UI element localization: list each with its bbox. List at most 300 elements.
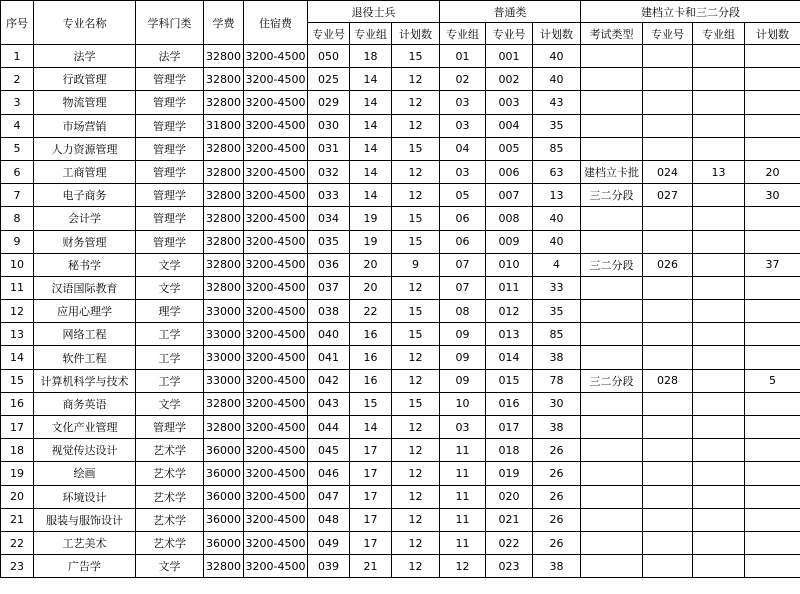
- cell-archive-major-no: 024: [643, 160, 693, 183]
- cell-category: 工学: [136, 369, 204, 392]
- cell-archive-plan: [745, 485, 800, 508]
- cell-category: 工学: [136, 346, 204, 369]
- table-row: [1, 300, 800, 323]
- table-row: [1, 416, 800, 439]
- cell-archive-major-no: 028: [643, 369, 693, 392]
- cell-archive-group: [693, 276, 745, 299]
- cell-general-major-no: 011: [486, 276, 533, 299]
- header-row-groups: [1, 1, 800, 23]
- cell-dorm: 3200-4500: [244, 369, 308, 392]
- cell-general-plan: 35: [533, 300, 581, 323]
- cell-index: 10: [1, 253, 34, 276]
- table-row: [1, 91, 800, 114]
- cell-veteran-major-no: 039: [308, 555, 350, 578]
- cell-archive-exam-type: [581, 207, 643, 230]
- cell-category: 艺术学: [136, 462, 204, 485]
- cell-general-group: 12: [440, 555, 486, 578]
- cell-veteran-group: 17: [350, 462, 392, 485]
- cell-veteran-plan: 15: [392, 300, 440, 323]
- cell-category: 艺术学: [136, 485, 204, 508]
- cell-general-plan: 35: [533, 114, 581, 137]
- cell-major: 广告学: [34, 555, 136, 578]
- cell-veteran-plan: 12: [392, 184, 440, 207]
- cell-archive-major-no: [643, 439, 693, 462]
- header-group-archive: 建档立卡和三二分段: [581, 1, 800, 23]
- cell-general-group: 04: [440, 137, 486, 160]
- cell-veteran-plan: 12: [392, 369, 440, 392]
- cell-archive-exam-type: [581, 346, 643, 369]
- cell-major: 服装与服饰设计: [34, 508, 136, 531]
- cell-general-group: 03: [440, 416, 486, 439]
- cell-category: 管理学: [136, 160, 204, 183]
- cell-veteran-group: 14: [350, 68, 392, 91]
- cell-veteran-major-no: 041: [308, 346, 350, 369]
- cell-category: 文学: [136, 276, 204, 299]
- cell-veteran-plan: 15: [392, 137, 440, 160]
- cell-veteran-group: 14: [350, 114, 392, 137]
- table-row: [1, 68, 800, 91]
- cell-archive-plan: [745, 531, 800, 554]
- cell-archive-group: [693, 485, 745, 508]
- cell-index: 11: [1, 276, 34, 299]
- cell-veteran-group: 18: [350, 45, 392, 68]
- cell-dorm: 3200-4500: [244, 392, 308, 415]
- cell-archive-group: [693, 531, 745, 554]
- cell-index: 14: [1, 346, 34, 369]
- cell-category: 文学: [136, 555, 204, 578]
- cell-veteran-group: 14: [350, 137, 392, 160]
- cell-archive-major-no: [643, 323, 693, 346]
- cell-general-group: 11: [440, 485, 486, 508]
- cell-category: 艺术学: [136, 531, 204, 554]
- cell-archive-plan: 5: [745, 369, 800, 392]
- cell-dorm: 3200-4500: [244, 485, 308, 508]
- cell-general-plan: 40: [533, 68, 581, 91]
- cell-archive-group: [693, 137, 745, 160]
- cell-general-major-no: 018: [486, 439, 533, 462]
- cell-archive-plan: [745, 462, 800, 485]
- header-general-plan: 计划数: [533, 23, 581, 45]
- table-row: [1, 485, 800, 508]
- cell-major: 视觉传达设计: [34, 439, 136, 462]
- cell-archive-plan: [745, 207, 800, 230]
- cell-archive-major-no: [643, 416, 693, 439]
- cell-tuition: 32800: [204, 68, 244, 91]
- cell-veteran-group: 14: [350, 416, 392, 439]
- cell-dorm: 3200-4500: [244, 439, 308, 462]
- cell-major: 秘书学: [34, 253, 136, 276]
- cell-archive-exam-type: [581, 531, 643, 554]
- cell-archive-major-no: [643, 392, 693, 415]
- cell-archive-exam-type: 三二分段: [581, 253, 643, 276]
- cell-archive-major-no: [643, 276, 693, 299]
- cell-archive-plan: [745, 555, 800, 578]
- cell-index: 21: [1, 508, 34, 531]
- cell-general-group: 08: [440, 300, 486, 323]
- cell-veteran-group: 16: [350, 369, 392, 392]
- cell-veteran-major-no: 049: [308, 531, 350, 554]
- cell-veteran-major-no: 042: [308, 369, 350, 392]
- cell-general-plan: 78: [533, 369, 581, 392]
- table-row: [1, 369, 800, 392]
- cell-archive-group: [693, 416, 745, 439]
- cell-veteran-major-no: 047: [308, 485, 350, 508]
- cell-tuition: 32800: [204, 392, 244, 415]
- cell-archive-plan: [745, 91, 800, 114]
- cell-tuition: 33000: [204, 323, 244, 346]
- cell-general-major-no: 019: [486, 462, 533, 485]
- cell-index: 12: [1, 300, 34, 323]
- cell-category: 艺术学: [136, 439, 204, 462]
- cell-general-plan: 40: [533, 230, 581, 253]
- cell-major: 环境设计: [34, 485, 136, 508]
- cell-veteran-major-no: 044: [308, 416, 350, 439]
- cell-veteran-group: 14: [350, 184, 392, 207]
- cell-veteran-major-no: 032: [308, 160, 350, 183]
- cell-major: 工艺美术: [34, 531, 136, 554]
- cell-veteran-major-no: 050: [308, 45, 350, 68]
- cell-dorm: 3200-4500: [244, 68, 308, 91]
- cell-archive-exam-type: [581, 392, 643, 415]
- cell-dorm: 3200-4500: [244, 416, 308, 439]
- cell-archive-major-no: [643, 462, 693, 485]
- cell-index: 4: [1, 114, 34, 137]
- cell-general-group: 11: [440, 508, 486, 531]
- cell-archive-exam-type: [581, 462, 643, 485]
- cell-archive-major-no: [643, 91, 693, 114]
- cell-dorm: 3200-4500: [244, 207, 308, 230]
- cell-general-major-no: 001: [486, 45, 533, 68]
- cell-general-plan: 30: [533, 392, 581, 415]
- cell-general-group: 03: [440, 91, 486, 114]
- cell-dorm: 3200-4500: [244, 114, 308, 137]
- cell-general-major-no: 010: [486, 253, 533, 276]
- cell-general-plan: 38: [533, 555, 581, 578]
- cell-tuition: 36000: [204, 485, 244, 508]
- cell-veteran-group: 19: [350, 230, 392, 253]
- cell-dorm: 3200-4500: [244, 462, 308, 485]
- header-general-group: 专业组: [440, 23, 486, 45]
- cell-general-major-no: 009: [486, 230, 533, 253]
- cell-general-major-no: 013: [486, 323, 533, 346]
- cell-major: 绘画: [34, 462, 136, 485]
- cell-archive-exam-type: [581, 91, 643, 114]
- cell-general-major-no: 016: [486, 392, 533, 415]
- cell-general-major-no: 005: [486, 137, 533, 160]
- cell-veteran-plan: 12: [392, 508, 440, 531]
- cell-general-major-no: 023: [486, 555, 533, 578]
- cell-veteran-major-no: 038: [308, 300, 350, 323]
- cell-veteran-major-no: 043: [308, 392, 350, 415]
- cell-veteran-major-no: 034: [308, 207, 350, 230]
- cell-category: 理学: [136, 300, 204, 323]
- cell-general-plan: 26: [533, 439, 581, 462]
- cell-category: 管理学: [136, 207, 204, 230]
- cell-general-plan: 33: [533, 276, 581, 299]
- cell-archive-plan: [745, 416, 800, 439]
- table-row: [1, 230, 800, 253]
- cell-general-plan: 4: [533, 253, 581, 276]
- cell-general-group: 02: [440, 68, 486, 91]
- cell-archive-major-no: [643, 531, 693, 554]
- cell-archive-major-no: [643, 68, 693, 91]
- cell-archive-group: [693, 369, 745, 392]
- cell-veteran-group: 17: [350, 439, 392, 462]
- cell-veteran-plan: 15: [392, 230, 440, 253]
- cell-veteran-group: 16: [350, 323, 392, 346]
- cell-category: 法学: [136, 45, 204, 68]
- cell-veteran-major-no: 040: [308, 323, 350, 346]
- cell-general-major-no: 020: [486, 485, 533, 508]
- cell-archive-exam-type: [581, 137, 643, 160]
- cell-tuition: 32800: [204, 276, 244, 299]
- cell-archive-group: [693, 392, 745, 415]
- table-row: [1, 114, 800, 137]
- cell-archive-plan: [745, 439, 800, 462]
- cell-major: 会计学: [34, 207, 136, 230]
- cell-general-major-no: 003: [486, 91, 533, 114]
- cell-tuition: 36000: [204, 508, 244, 531]
- cell-archive-plan: [745, 137, 800, 160]
- header-group-general: 普通类: [440, 1, 581, 23]
- cell-index: 2: [1, 68, 34, 91]
- cell-index: 17: [1, 416, 34, 439]
- table-row: [1, 392, 800, 415]
- header-archive-exam-type: 考试类型: [581, 23, 643, 45]
- cell-general-group: 06: [440, 230, 486, 253]
- cell-archive-exam-type: 建档立卡批: [581, 160, 643, 183]
- cell-veteran-major-no: 046: [308, 462, 350, 485]
- cell-index: 9: [1, 230, 34, 253]
- cell-general-major-no: 021: [486, 508, 533, 531]
- cell-index: 7: [1, 184, 34, 207]
- cell-archive-group: [693, 323, 745, 346]
- cell-index: 16: [1, 392, 34, 415]
- cell-veteran-plan: 12: [392, 91, 440, 114]
- cell-archive-exam-type: [581, 555, 643, 578]
- cell-general-plan: 38: [533, 416, 581, 439]
- cell-general-group: 03: [440, 114, 486, 137]
- cell-archive-group: [693, 184, 745, 207]
- cell-veteran-group: 17: [350, 531, 392, 554]
- cell-dorm: 3200-4500: [244, 323, 308, 346]
- cell-index: 1: [1, 45, 34, 68]
- cell-archive-exam-type: [581, 276, 643, 299]
- cell-general-group: 11: [440, 439, 486, 462]
- cell-general-plan: 13: [533, 184, 581, 207]
- cell-general-group: 11: [440, 462, 486, 485]
- cell-major: 电子商务: [34, 184, 136, 207]
- cell-veteran-plan: 12: [392, 114, 440, 137]
- cell-general-group: 06: [440, 207, 486, 230]
- cell-veteran-plan: 12: [392, 439, 440, 462]
- header-dorm: 住宿费: [244, 1, 308, 45]
- cell-index: 3: [1, 91, 34, 114]
- cell-tuition: 32800: [204, 91, 244, 114]
- cell-tuition: 32800: [204, 416, 244, 439]
- cell-archive-major-no: [643, 346, 693, 369]
- table-row: [1, 207, 800, 230]
- cell-major: 行政管理: [34, 68, 136, 91]
- cell-archive-exam-type: [581, 485, 643, 508]
- cell-veteran-major-no: 033: [308, 184, 350, 207]
- cell-general-plan: 63: [533, 160, 581, 183]
- cell-archive-plan: [745, 392, 800, 415]
- cell-veteran-plan: 15: [392, 392, 440, 415]
- header-general-major-no: 专业号: [486, 23, 533, 45]
- header-veteran-plan: 计划数: [392, 23, 440, 45]
- table-row: [1, 508, 800, 531]
- cell-veteran-plan: 12: [392, 346, 440, 369]
- cell-tuition: 32800: [204, 230, 244, 253]
- cell-major: 人力资源管理: [34, 137, 136, 160]
- cell-tuition: 32800: [204, 253, 244, 276]
- cell-veteran-plan: 12: [392, 462, 440, 485]
- cell-archive-plan: [745, 300, 800, 323]
- header-tuition: 学费: [204, 1, 244, 45]
- cell-archive-plan: [745, 276, 800, 299]
- cell-category: 管理学: [136, 230, 204, 253]
- cell-veteran-major-no: 036: [308, 253, 350, 276]
- table-row: [1, 555, 800, 578]
- cell-category: 管理学: [136, 114, 204, 137]
- table-row: [1, 45, 800, 68]
- cell-archive-plan: [745, 45, 800, 68]
- cell-general-plan: 43: [533, 91, 581, 114]
- header-veteran-major-no: 专业号: [308, 23, 350, 45]
- cell-archive-group: [693, 253, 745, 276]
- cell-general-major-no: 002: [486, 68, 533, 91]
- table-row: [1, 531, 800, 554]
- cell-veteran-plan: 12: [392, 555, 440, 578]
- cell-veteran-major-no: 037: [308, 276, 350, 299]
- cell-veteran-plan: 15: [392, 45, 440, 68]
- cell-general-group: 09: [440, 323, 486, 346]
- cell-tuition: 32800: [204, 184, 244, 207]
- cell-general-group: 11: [440, 531, 486, 554]
- cell-archive-exam-type: [581, 45, 643, 68]
- cell-index: 13: [1, 323, 34, 346]
- cell-index: 15: [1, 369, 34, 392]
- cell-category: 管理学: [136, 416, 204, 439]
- cell-veteran-major-no: 048: [308, 508, 350, 531]
- cell-general-major-no: 008: [486, 207, 533, 230]
- table-row: [1, 160, 800, 183]
- header-archive-plan: 计划数: [745, 23, 800, 45]
- cell-archive-exam-type: [581, 416, 643, 439]
- cell-major: 文化产业管理: [34, 416, 136, 439]
- cell-category: 管理学: [136, 137, 204, 160]
- header-archive-group: 专业组: [693, 23, 745, 45]
- cell-veteran-group: 20: [350, 276, 392, 299]
- cell-tuition: 36000: [204, 531, 244, 554]
- cell-dorm: 3200-4500: [244, 531, 308, 554]
- cell-dorm: 3200-4500: [244, 346, 308, 369]
- cell-archive-plan: [745, 323, 800, 346]
- cell-index: 6: [1, 160, 34, 183]
- header-archive-major-no: 专业号: [643, 23, 693, 45]
- header-index: 序号: [1, 1, 34, 45]
- cell-veteran-major-no: 035: [308, 230, 350, 253]
- cell-archive-plan: 20: [745, 160, 800, 183]
- cell-archive-major-no: 027: [643, 184, 693, 207]
- cell-general-plan: 26: [533, 485, 581, 508]
- cell-index: 20: [1, 485, 34, 508]
- cell-archive-major-no: [643, 45, 693, 68]
- cell-tuition: 31800: [204, 114, 244, 137]
- cell-veteran-plan: 12: [392, 160, 440, 183]
- cell-category: 文学: [136, 392, 204, 415]
- cell-veteran-major-no: 031: [308, 137, 350, 160]
- table-row: [1, 439, 800, 462]
- cell-veteran-plan: 12: [392, 416, 440, 439]
- cell-tuition: 32800: [204, 45, 244, 68]
- cell-general-group: 05: [440, 184, 486, 207]
- cell-major: 工商管理: [34, 160, 136, 183]
- cell-dorm: 3200-4500: [244, 45, 308, 68]
- cell-general-plan: 38: [533, 346, 581, 369]
- cell-veteran-major-no: 045: [308, 439, 350, 462]
- table-row: [1, 323, 800, 346]
- cell-tuition: 36000: [204, 439, 244, 462]
- cell-archive-exam-type: [581, 439, 643, 462]
- cell-dorm: 3200-4500: [244, 253, 308, 276]
- cell-archive-major-no: [643, 508, 693, 531]
- cell-archive-major-no: [643, 300, 693, 323]
- cell-veteran-group: 17: [350, 508, 392, 531]
- cell-archive-major-no: [643, 555, 693, 578]
- cell-general-group: 09: [440, 369, 486, 392]
- header-veteran-group: 专业组: [350, 23, 392, 45]
- cell-archive-plan: [745, 346, 800, 369]
- table-row: [1, 276, 800, 299]
- cell-index: 5: [1, 137, 34, 160]
- cell-major: 法学: [34, 45, 136, 68]
- cell-veteran-group: 19: [350, 207, 392, 230]
- table-row: [1, 253, 800, 276]
- cell-general-plan: 40: [533, 45, 581, 68]
- cell-general-major-no: 006: [486, 160, 533, 183]
- cell-archive-major-no: [643, 230, 693, 253]
- cell-archive-group: [693, 462, 745, 485]
- cell-index: 8: [1, 207, 34, 230]
- cell-archive-group: [693, 230, 745, 253]
- cell-dorm: 3200-4500: [244, 508, 308, 531]
- table-body: [1, 45, 800, 578]
- cell-general-major-no: 015: [486, 369, 533, 392]
- cell-dorm: 3200-4500: [244, 300, 308, 323]
- cell-major: 计算机科学与技术: [34, 369, 136, 392]
- cell-general-plan: 85: [533, 323, 581, 346]
- cell-archive-major-no: [643, 114, 693, 137]
- cell-index: 22: [1, 531, 34, 554]
- cell-major: 应用心理学: [34, 300, 136, 323]
- cell-archive-exam-type: [581, 323, 643, 346]
- cell-major: 软件工程: [34, 346, 136, 369]
- cell-dorm: 3200-4500: [244, 555, 308, 578]
- cell-general-major-no: 022: [486, 531, 533, 554]
- cell-tuition: 33000: [204, 369, 244, 392]
- cell-tuition: 32800: [204, 555, 244, 578]
- cell-tuition: 36000: [204, 462, 244, 485]
- cell-general-group: 01: [440, 45, 486, 68]
- header-major: 专业名称: [34, 1, 136, 45]
- cell-archive-plan: [745, 508, 800, 531]
- cell-index: 23: [1, 555, 34, 578]
- cell-archive-exam-type: [581, 508, 643, 531]
- cell-general-group: 07: [440, 253, 486, 276]
- cell-veteran-plan: 15: [392, 207, 440, 230]
